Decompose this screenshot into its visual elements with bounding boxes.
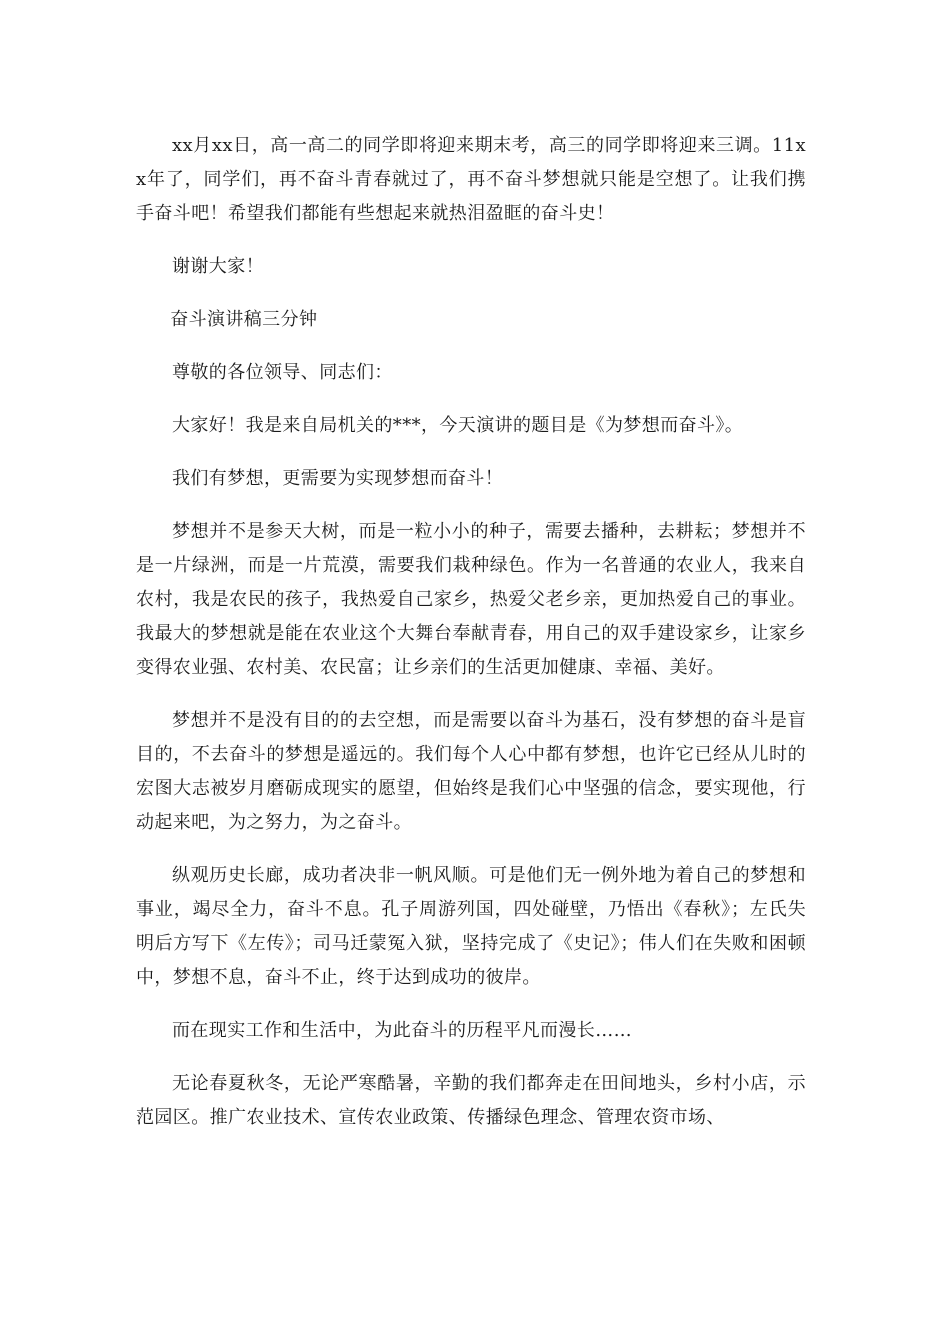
- paragraph-exam-intro: xx月xx日，高一高二的同学即将迎来期末考，高三的同学即将迎来三调。11xx年了，同学们，再不奋斗青春就过了，再不奋斗梦想就只能是空想了。让我们携手奋斗吧！希望我们都能有些想起来就热泪盈眶的奋斗史！: [136, 135, 806, 224]
- paragraph-greeting: 大家好！我是来自局机关的***，今天演讲的题目是《为梦想而奋斗》。: [172, 415, 744, 436]
- paragraph-thanks: 谢谢大家！: [172, 256, 264, 277]
- paragraph-theme: 我们有梦想，更需要为实现梦想而奋斗！: [172, 468, 504, 489]
- paragraph-salutation: 尊敬的各位领导、同志们：: [172, 362, 393, 383]
- document-body: [136, 129, 806, 1154]
- paragraph-dream-struggle: 梦想并不是没有目的的去空想，而是需要以奋斗为基石，没有梦想的奋斗是盲目的，不去奋斗的梦想是遥远的。我们每个人心中都有梦想，也许它已经从儿时的宏图大志被岁月磨砺成现实的愿望，但始终是我们心中坚强的信念，要实现他，行动起来吧，为之努力，为之奋斗。: [136, 710, 806, 833]
- section-title: 奋斗演讲稿三分钟: [170, 309, 318, 330]
- paragraph-reality: 而在现实工作和生活中，为此奋斗的历程平凡而漫长……: [172, 1020, 632, 1041]
- paragraph-dream-seed: 梦想并不是参天大树，而是一粒小小的种子，需要去播种，去耕耘；梦想并不是一片绿洲，而是一片荒漠，需要我们栽种绿色。作为一名普通的农业人，我来自农村，我是农民的孩子，我热爱自己家乡，热爱父老乡亲，更加热爱自己的事业。我最大的梦想就是能在农业这个大舞台奉献青春，用自己的双手建设家乡，让家乡变得农业强、农村美、农民富；让乡亲们的生活更加健康、幸福、美好。: [136, 521, 806, 678]
- paragraph-seasons: 无论春夏秋冬，无论严寒酷暑，辛勤的我们都奔走在田间地头，乡村小店，示范园区。推广农业技术、宣传农业政策、传播绿色理念、管理农资市场、: [136, 1073, 806, 1128]
- paragraph-history: 纵观历史长廊，成功者决非一帆风顺。可是他们无一例外地为着自己的梦想和事业，竭尽全力，奋斗不息。孔子周游列国，四处碰壁，乃悟出《春秋》；左氏失明后方写下《左传》；司马迁蒙冤入狱，坚持完成了《史记》；伟人们在失败和困顿中，梦想不息，奋斗不止，终于达到成功的彼岸。: [136, 865, 806, 988]
